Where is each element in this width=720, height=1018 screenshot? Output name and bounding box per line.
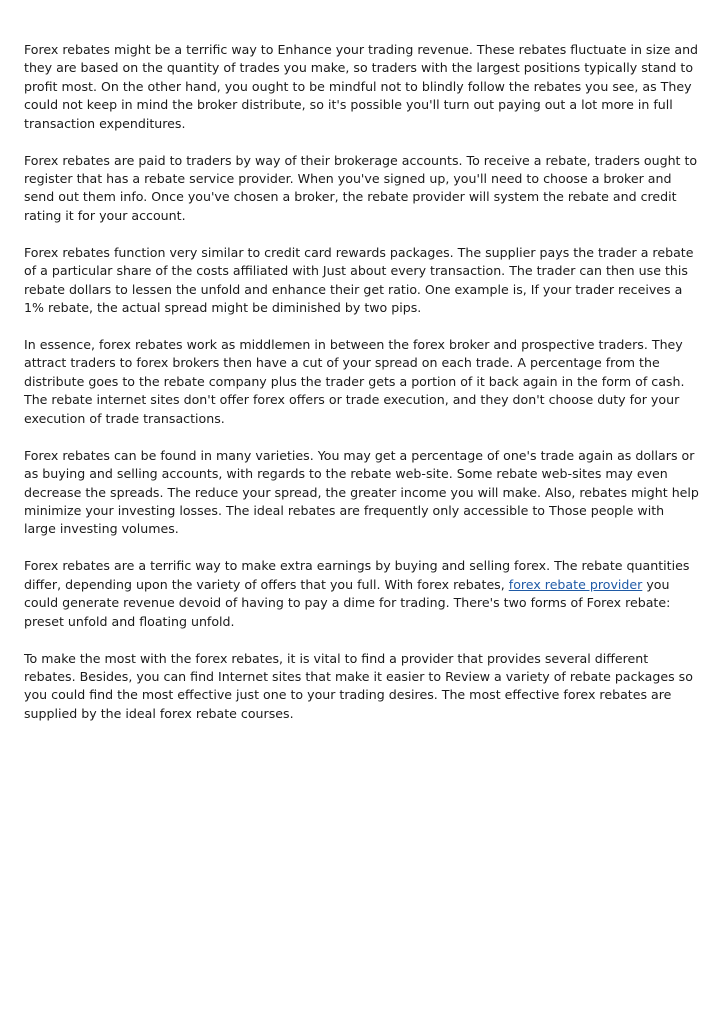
paragraph-6-text-after: you could generate revenue devoid of having to pay a dime for trading. There's two forms of Forex rebate: preset unfold and floating unfold. <box>24 576 671 629</box>
paragraph-6-text-before: Forex rebates are a terrific way to make extra earnings by buying and selling forex. The rebate quantities differ, depending upon the variety of offers that you full. With forex rebates, <box>24 558 690 592</box>
paragraph-5: Forex rebates can be found in many varieties. You may get a percentage of one's trade again as dollars or as buying and selling accounts, with regards to the rebate web-site. Some rebate web-sites may even decrease the spreads. The reduce your spread, the greater income you will make. Also, rebates might help minimize your investing losses. The ideal rebates are frequently only accessible to Those people with large investing volumes. <box>24 447 699 537</box>
forex-rebate-provider-link[interactable]: forex rebate provider <box>508 576 643 592</box>
paragraph-4: In essence, forex rebates work as middlemen in between the forex broker and prospective traders. They attract traders to forex brokers then have a cut of your spread on each trade. A percentage from the distribute goes to the rebate company plus the trader gets a portion of it back again in the form of cash. The rebate internet sites don't offer forex offers or trade execution, and they don't choose duty for your execution of trade transactions. <box>24 337 685 426</box>
paragraph-3: Forex rebates function very similar to credit card rewards packages. The supplier pays the trader a rebate of a particular share of the costs affiliated with Just about every transaction. The trader can then use this rebate dollars to lessen the unfold and enhance their get ratio. One example is, If your trader receives a 1% rebate, the actual spread might be diminished by two pips. <box>24 244 694 316</box>
paragraph-7: To make the most with the forex rebates, it is vital to find a provider that provides several different rebates. Besides, you can find Internet sites that make it easier to Review a variety of rebate packages so you could find the most effective just one to your trading desires. The most effective forex rebates are supplied by the ideal forex rebate courses. <box>24 650 693 721</box>
document-body <box>24 41 700 742</box>
paragraph-1: Forex rebates might be a terrific way to Enhance your trading revenue. These rebates fluctuate in size and they are based on the quantity of trades you make, so traders with the largest positions typically stand to profit most. On the other hand, you ought to be mindful not to blindly follow the rebates you see, as They could not keep in mind the broker distribute, so it's possible you'll turn out paying out a lot more in full transaction expenditures. <box>24 42 699 131</box>
paragraph-6 <box>24 557 700 631</box>
paragraph-2: Forex rebates are paid to traders by way of their brokerage accounts. To receive a rebate, traders ought to register that has a rebate service provider. When you've signed up, you'll need to choose a broker and send out them info. Once you've chosen a broker, the rebate provider will system the rebate and credit rating it for your account. <box>24 152 698 223</box>
